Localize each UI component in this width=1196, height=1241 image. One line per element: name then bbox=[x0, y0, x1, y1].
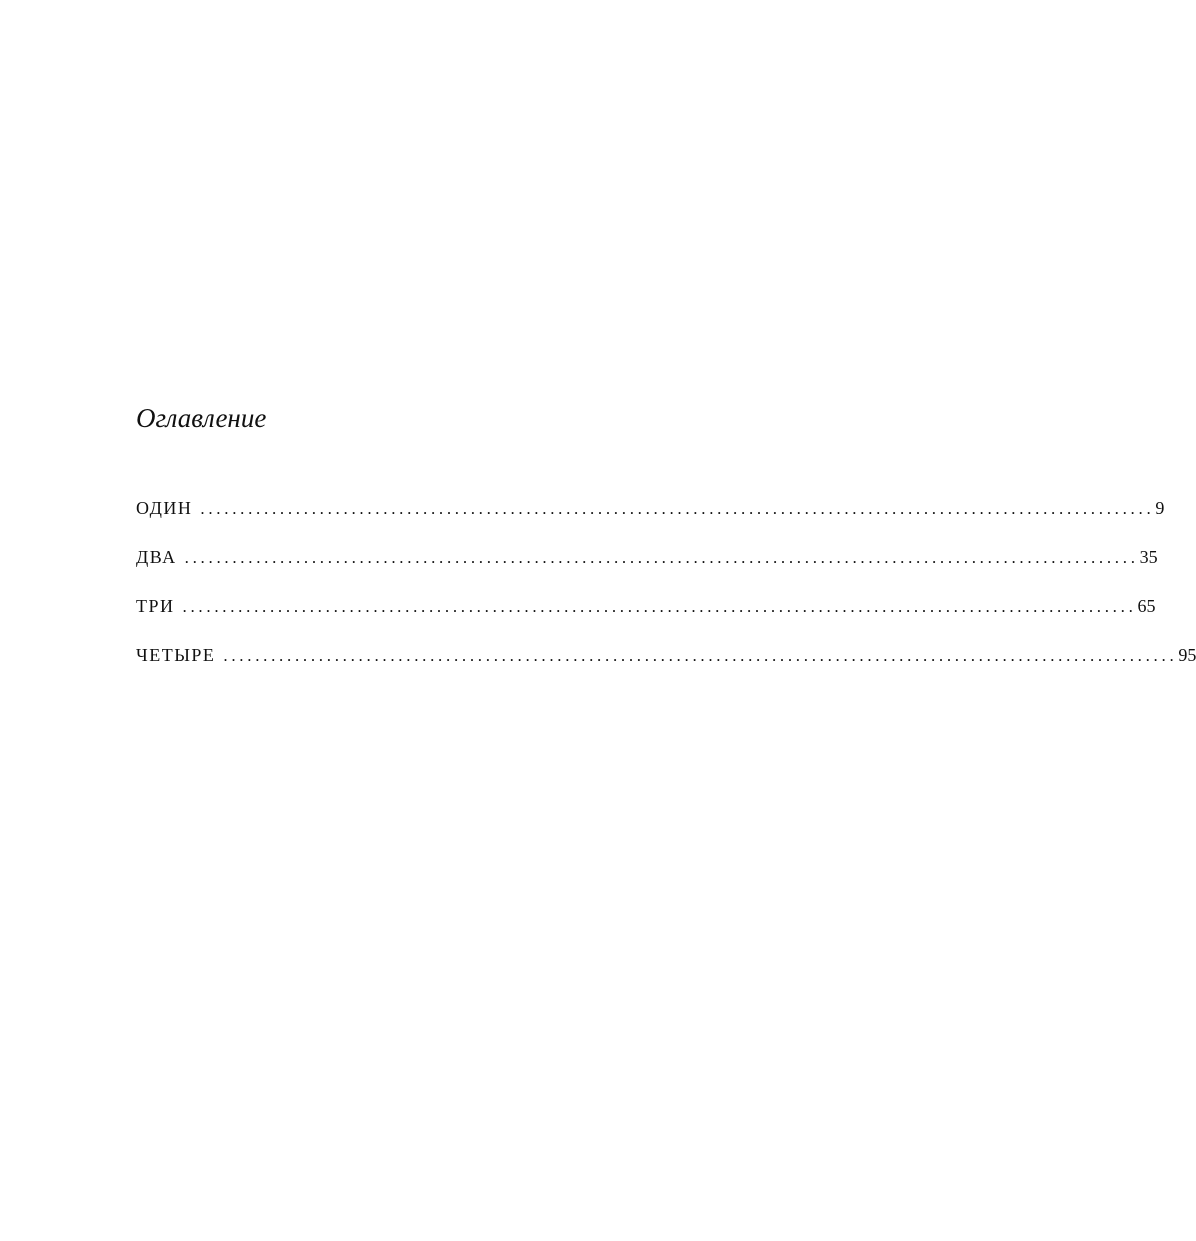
toc-list bbox=[136, 492, 1196, 688]
toc-entry-label: ДВА bbox=[136, 547, 177, 567]
toc-entry-page: 9 bbox=[1155, 498, 1165, 518]
toc-dot-leader: ........................................................................................................................ bbox=[182, 597, 1137, 616]
toc-entry[interactable] bbox=[136, 639, 1196, 688]
toc-dot-leader: ........................................................................................................................ bbox=[223, 646, 1178, 665]
toc-dot-leader: ........................................................................................................................ bbox=[184, 548, 1139, 567]
toc-entry[interactable] bbox=[136, 541, 1158, 590]
toc-entry-page: 95 bbox=[1178, 645, 1196, 665]
toc-title: Оглавление bbox=[136, 403, 267, 433]
toc-entry-label: ТРИ bbox=[136, 596, 175, 616]
toc-entry[interactable] bbox=[136, 492, 1165, 541]
toc-entry-page: 65 bbox=[1137, 596, 1156, 616]
toc-dot-leader: ........................................................................................................................ bbox=[200, 499, 1155, 518]
toc-entry-label: ЧЕТЫРЕ bbox=[136, 645, 216, 665]
toc-entry-page: 35 bbox=[1139, 547, 1158, 567]
toc-entry-label: ОДИН bbox=[136, 498, 193, 518]
toc-entry[interactable] bbox=[136, 590, 1156, 639]
